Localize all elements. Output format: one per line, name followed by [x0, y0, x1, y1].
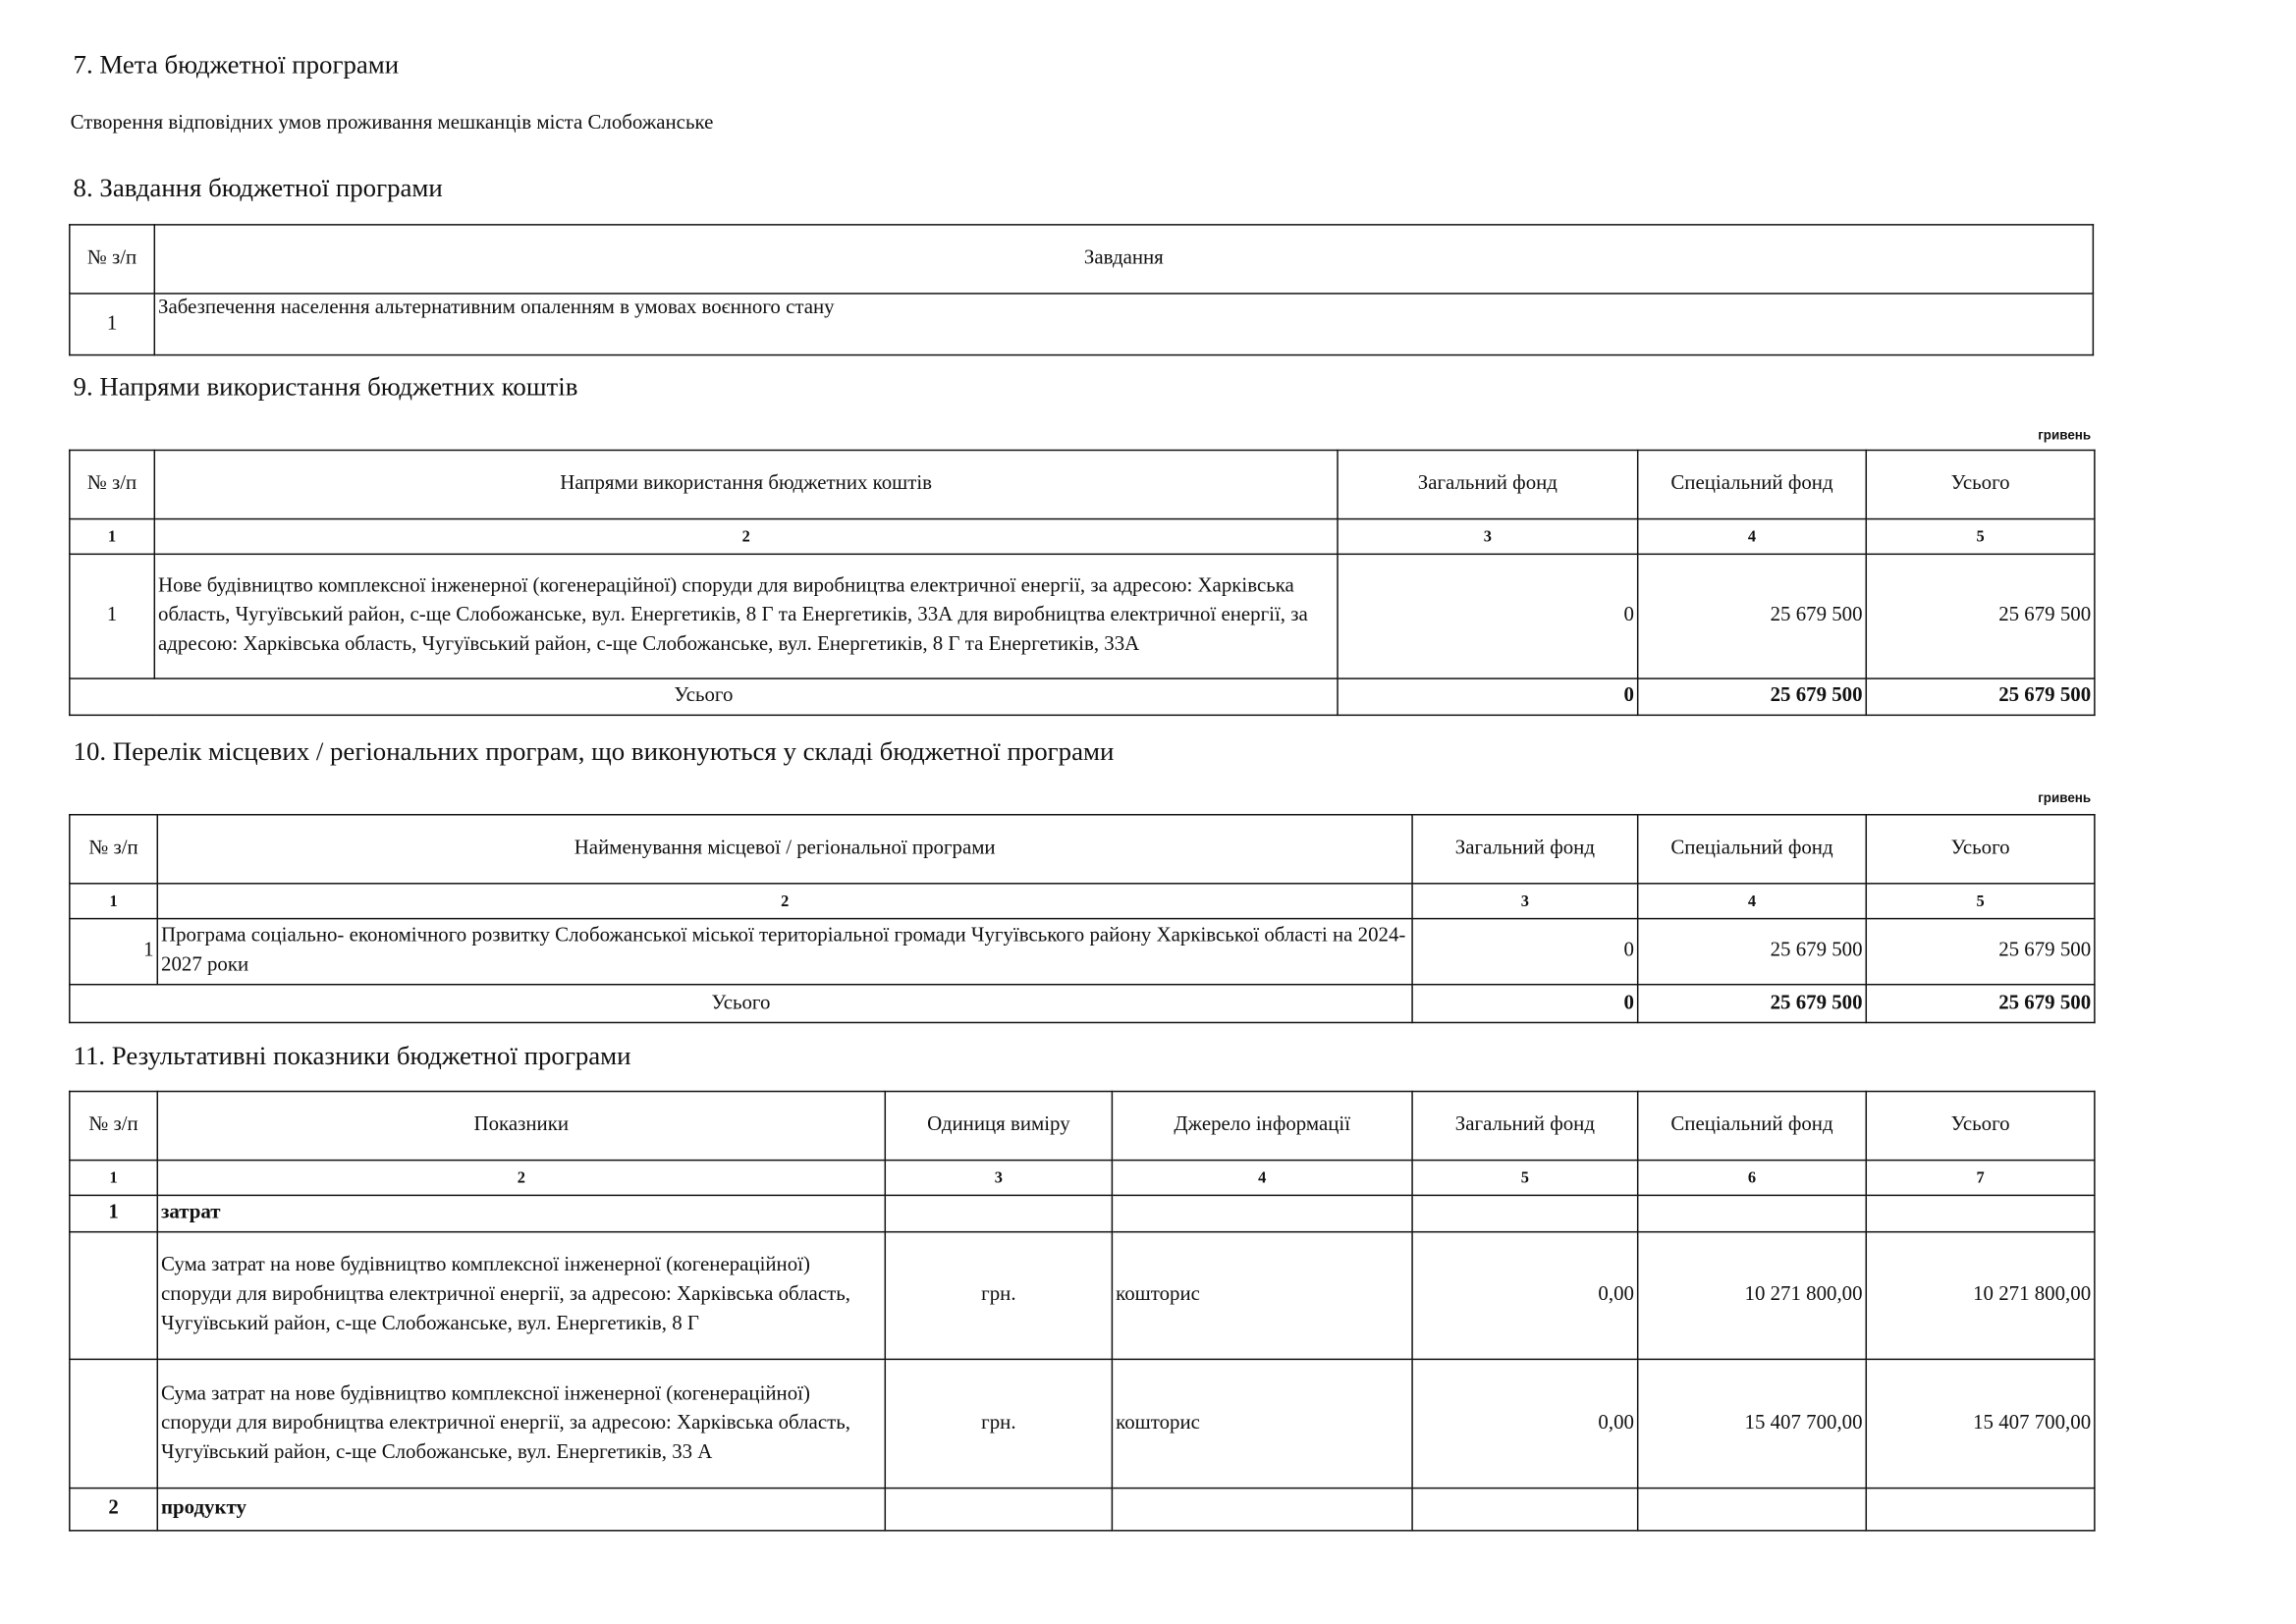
- special-fund: 15 407 700,00: [1638, 1359, 1867, 1488]
- col-num: 5: [1866, 519, 2095, 555]
- program-goal: Створення відповідних умов проживання мешканців міста Слобожанське: [70, 112, 714, 135]
- header-total: Усього: [1866, 450, 2095, 518]
- col-num: 3: [885, 1161, 1112, 1196]
- col-num: 7: [1866, 1161, 2095, 1196]
- total: 15 407 700,00: [1866, 1359, 2095, 1488]
- header-number: № з/п: [70, 815, 157, 884]
- header-number: № з/п: [70, 225, 154, 294]
- col-num: 1: [70, 519, 154, 555]
- table-row: [70, 1359, 2095, 1488]
- header-indicators: Показники: [157, 1092, 885, 1161]
- currency-unit: гривень: [2038, 427, 2092, 443]
- general-fund: 0,00: [1412, 1232, 1638, 1360]
- col-num: 3: [1338, 519, 1638, 555]
- special-fund: 25 679 500: [1638, 919, 1867, 985]
- task-text: Забезпечення населення альтернативним опаленням в умовах воєнного стану: [154, 294, 2093, 355]
- group-row-costs: [70, 1195, 2095, 1231]
- header-task: Завдання: [154, 225, 2093, 294]
- col-num: 1: [70, 1161, 157, 1196]
- general-fund: 0: [1412, 919, 1638, 985]
- table-row: [70, 554, 2095, 678]
- header-special-fund: Спеціальний фонд: [1638, 1092, 1867, 1161]
- col-num: 2: [157, 1161, 885, 1196]
- total-row: [70, 678, 2095, 715]
- col-num: 5: [1412, 1161, 1638, 1196]
- header-general-fund: Загальний фонд: [1412, 815, 1638, 884]
- header-number: № з/п: [70, 1092, 157, 1161]
- special-fund: 10 271 800,00: [1638, 1232, 1867, 1360]
- total-label: Усього: [70, 985, 1412, 1023]
- performance-indicators-table: [69, 1091, 2096, 1532]
- group-number: 1: [70, 1195, 157, 1231]
- total-all: 25 679 500: [1866, 985, 2095, 1023]
- total-special: 25 679 500: [1638, 985, 1867, 1023]
- total-all: 25 679 500: [1866, 678, 2095, 715]
- unit: грн.: [885, 1232, 1112, 1360]
- table-row: [70, 1232, 2095, 1360]
- col-num: 2: [157, 884, 1412, 919]
- group-number: 2: [70, 1489, 157, 1531]
- total-general: 0: [1412, 985, 1638, 1023]
- group-label: продукту: [157, 1489, 885, 1531]
- group-row-product: [70, 1489, 2095, 1531]
- source: кошторис: [1112, 1359, 1412, 1488]
- col-num: 5: [1866, 884, 2095, 919]
- indicator-name: Сума затрат на нове будівництво комплексної інженерної (когенераційної) споруди для виробництва електричної енергії, за адресою: Харківська область, Чугуївський район, с-ще Слобожанське, вул. Енергетиків, 8 Г: [157, 1232, 885, 1360]
- special-fund: 25 679 500: [1638, 554, 1867, 678]
- col-num: 3: [1412, 884, 1638, 919]
- header-total: Усього: [1866, 815, 2095, 884]
- col-num: 4: [1638, 884, 1867, 919]
- total-row: [70, 985, 2095, 1023]
- tasks-table: [69, 224, 2094, 355]
- col-num: 2: [154, 519, 1338, 555]
- budget-directions-table: [69, 450, 2096, 716]
- col-num: 4: [1112, 1161, 1412, 1196]
- currency-unit: гривень: [2038, 790, 2092, 806]
- header-special-fund: Спеціальний фонд: [1638, 815, 1867, 884]
- header-general-fund: Загальний фонд: [1412, 1092, 1638, 1161]
- source: кошторис: [1112, 1232, 1412, 1360]
- header-source: Джерело інформації: [1112, 1092, 1412, 1161]
- general-fund: 0: [1338, 554, 1638, 678]
- program-name: Програма соціально- економічного розвитку Слобожанської міської територіальної громади Чугуївського району Харківської області на 2024- 2027 роки: [157, 919, 1412, 985]
- col-num: 1: [70, 884, 157, 919]
- section-11-title: 11. Результативні показники бюджетної програми: [73, 1041, 631, 1070]
- direction-text: Нове будівництво комплексної інженерної (когенераційної) споруди для виробництва електричної енергії, за адресою: Харківська область, Чугуївський район, с-ще Слобожанське, вул. Енергетиків, 8 Г та Енергетиків, 33А для виробництва електричної енергії, за адресою: Харківська область, Чугуївський район, с-ще Слобожанське, вул. Енергетиків, 8 Г та Енергетиків, 33А: [154, 554, 1338, 678]
- table-row: [70, 294, 2094, 355]
- table-row: [70, 919, 2095, 985]
- total-general: 0: [1338, 678, 1638, 715]
- header-unit: Одиниця виміру: [885, 1092, 1112, 1161]
- local-programs-table: [69, 814, 2096, 1023]
- total: 25 679 500: [1866, 554, 2095, 678]
- row-number: 1: [70, 294, 154, 355]
- header-program: Найменування місцевої / регіональної програми: [157, 815, 1412, 884]
- total-label: Усього: [70, 678, 1338, 715]
- unit: грн.: [885, 1359, 1112, 1488]
- header-general-fund: Загальний фонд: [1338, 450, 1638, 518]
- general-fund: 0,00: [1412, 1359, 1638, 1488]
- col-num: 6: [1638, 1161, 1867, 1196]
- row-number: 1: [70, 919, 157, 985]
- row-number: 1: [70, 554, 154, 678]
- total-special: 25 679 500: [1638, 678, 1867, 715]
- indicator-name: Сума затрат на нове будівництво комплексної інженерної (когенераційної) споруди для виробництва електричної енергії, за адресою: Харківська область, Чугуївський район, с-ще Слобожанське, вул. Енергетиків, 33 А: [157, 1359, 885, 1488]
- total: 10 271 800,00: [1866, 1232, 2095, 1360]
- section-10-title: 10. Перелік місцевих / регіональних програм, що виконуються у складі бюджетної програми: [73, 735, 1115, 766]
- section-9-title: 9. Напрями використання бюджетних коштів: [73, 371, 578, 402]
- header-total: Усього: [1866, 1092, 2095, 1161]
- header-number: № з/п: [70, 450, 154, 518]
- total: 25 679 500: [1866, 919, 2095, 985]
- col-num: 4: [1638, 519, 1867, 555]
- group-label: затрат: [157, 1195, 885, 1231]
- section-8-title: 8. Завдання бюджетної програми: [73, 172, 443, 202]
- header-special-fund: Спеціальний фонд: [1638, 450, 1867, 518]
- section-7-title: 7. Мета бюджетної програми: [73, 49, 400, 80]
- header-direction: Напрями використання бюджетних коштів: [154, 450, 1338, 518]
